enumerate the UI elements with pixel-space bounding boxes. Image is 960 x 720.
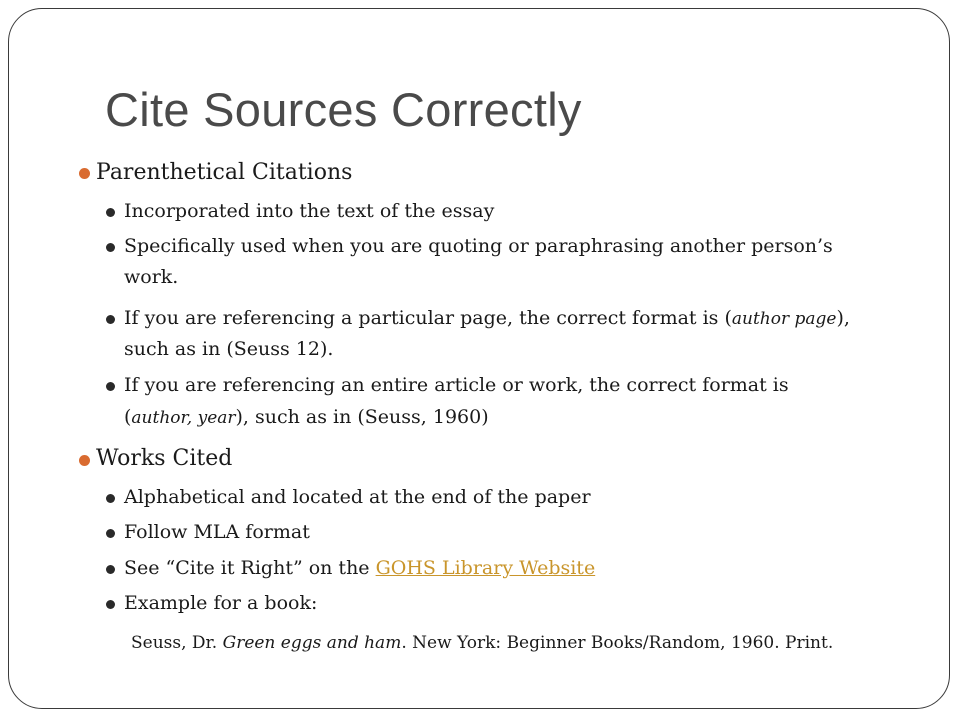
list-item: Example for a book: xyxy=(124,592,318,614)
book-reference-example xyxy=(131,633,833,653)
bullet-icon xyxy=(106,208,115,217)
list-item-continuation: work. xyxy=(124,266,179,288)
list-item-continuation: such as in (Seuss 12). xyxy=(124,338,334,360)
slide-title: Cite Sources Correctly xyxy=(105,83,582,136)
list-item: Alphabetical and located at the end of the paper xyxy=(124,486,591,508)
bullet-icon xyxy=(106,565,115,574)
list-item: Specifically used when you are quoting or paraphrasing another person’s xyxy=(124,235,833,257)
text-segment: ), such as in (Seuss, 1960) xyxy=(235,406,489,428)
list-item: If you are referencing an entire article or work, the correct format is xyxy=(124,374,789,396)
bullet-icon xyxy=(106,529,115,538)
list-item: Follow MLA format xyxy=(124,521,310,543)
bullet-icon xyxy=(79,168,90,179)
bullet-icon xyxy=(106,243,115,252)
italic-segment: author, year xyxy=(131,408,236,428)
list-item xyxy=(124,307,850,329)
section-heading-works-cited: Works Cited xyxy=(96,446,233,471)
list-item-continuation xyxy=(124,406,489,428)
italic-segment: author page xyxy=(731,309,837,329)
list-item: Incorporated into the text of the essay xyxy=(124,200,495,222)
bullet-icon xyxy=(106,315,115,324)
section-heading-parenthetical: Parenthetical Citations xyxy=(96,160,353,185)
list-item xyxy=(124,557,595,579)
bullet-icon xyxy=(106,494,115,503)
text-segment: See “Cite it Right” on the xyxy=(124,557,376,579)
bullet-icon xyxy=(106,600,115,609)
bullet-icon xyxy=(106,382,115,391)
bullet-icon xyxy=(79,455,90,466)
text-segment: ( xyxy=(124,406,132,428)
gohs-library-website-link[interactable]: GOHS Library Website xyxy=(375,557,596,579)
text-segment: . New York: Beginner Books/Random, 1960. Print. xyxy=(401,633,834,653)
text-segment: Seuss, Dr. xyxy=(131,633,223,653)
text-segment: ), xyxy=(836,307,850,329)
text-segment: If you are referencing a particular page, the correct format is ( xyxy=(124,307,732,329)
italic-segment: Green eggs and ham xyxy=(222,633,402,653)
